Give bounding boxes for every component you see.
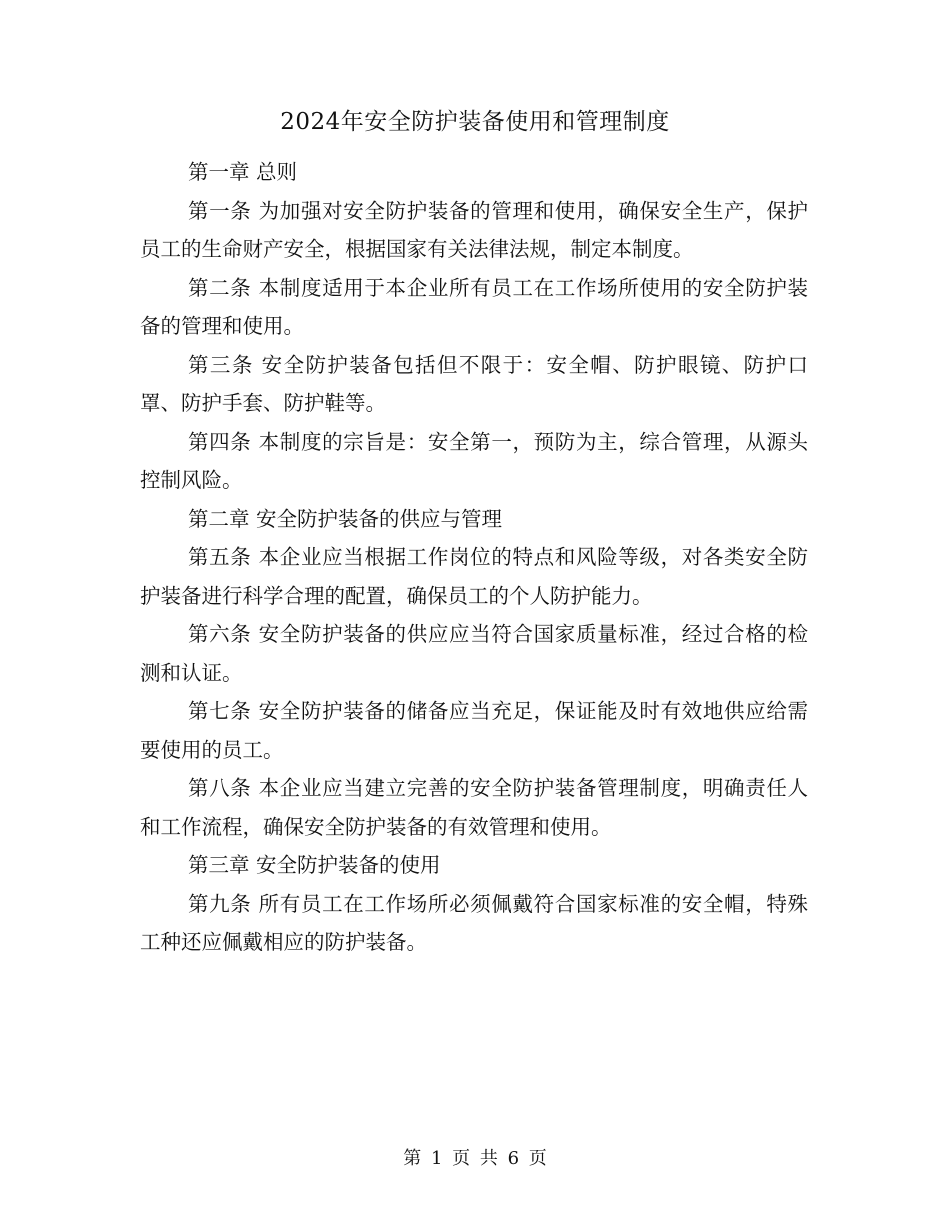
- article-6: 第六条 安全防护装备的供应应当符合国家质量标准，经过合格的检测和认证。: [140, 622, 808, 685]
- article-1: 第一条 为加强对安全防护装备的管理和使用，确保安全生产，保护员工的生命财产安全，根据国家有关法律法规，制定本制度。: [140, 198, 808, 261]
- page-number-footer: 第 1 页 共 6 页: [403, 1148, 547, 1169]
- article-2: 第二条 本制度适用于本企业所有员工在工作场所使用的安全防护装备的管理和使用。: [140, 275, 808, 338]
- article-9: 第九条 所有员工在工作场所必须佩戴符合国家标准的安全帽，特殊工种还应佩戴相应的防护装备。: [140, 891, 808, 954]
- article-4: 第四条 本制度的宗旨是：安全第一，预防为主，综合管理，从源头控制风险。: [140, 429, 808, 492]
- document-title: 2024年安全防护装备使用和管理制度: [280, 109, 670, 135]
- article-8: 第八条 本企业应当建立完善的安全防护装备管理制度，明确责任人和工作流程，确保安全防护装备的有效管理和使用。: [140, 776, 808, 839]
- article-5: 第五条 本企业应当根据工作岗位的特点和风险等级，对各类安全防护装备进行科学合理的配置，确保员工的个人防护能力。: [140, 545, 808, 608]
- document-body: [140, 153, 808, 962]
- chapter-heading-3: 第三章 安全防护装备的使用: [188, 853, 441, 877]
- article-3: 第三条 安全防护装备包括但不限于：安全帽、防护眼镜、防护口罩、防护手套、防护鞋等。: [140, 352, 808, 415]
- chapter-heading-1: 第一章 总则: [188, 160, 298, 184]
- article-7: 第七条 安全防护装备的储备应当充足，保证能及时有效地供应给需要使用的员工。: [140, 699, 808, 762]
- chapter-heading-2: 第二章 安全防护装备的供应与管理: [188, 506, 503, 531]
